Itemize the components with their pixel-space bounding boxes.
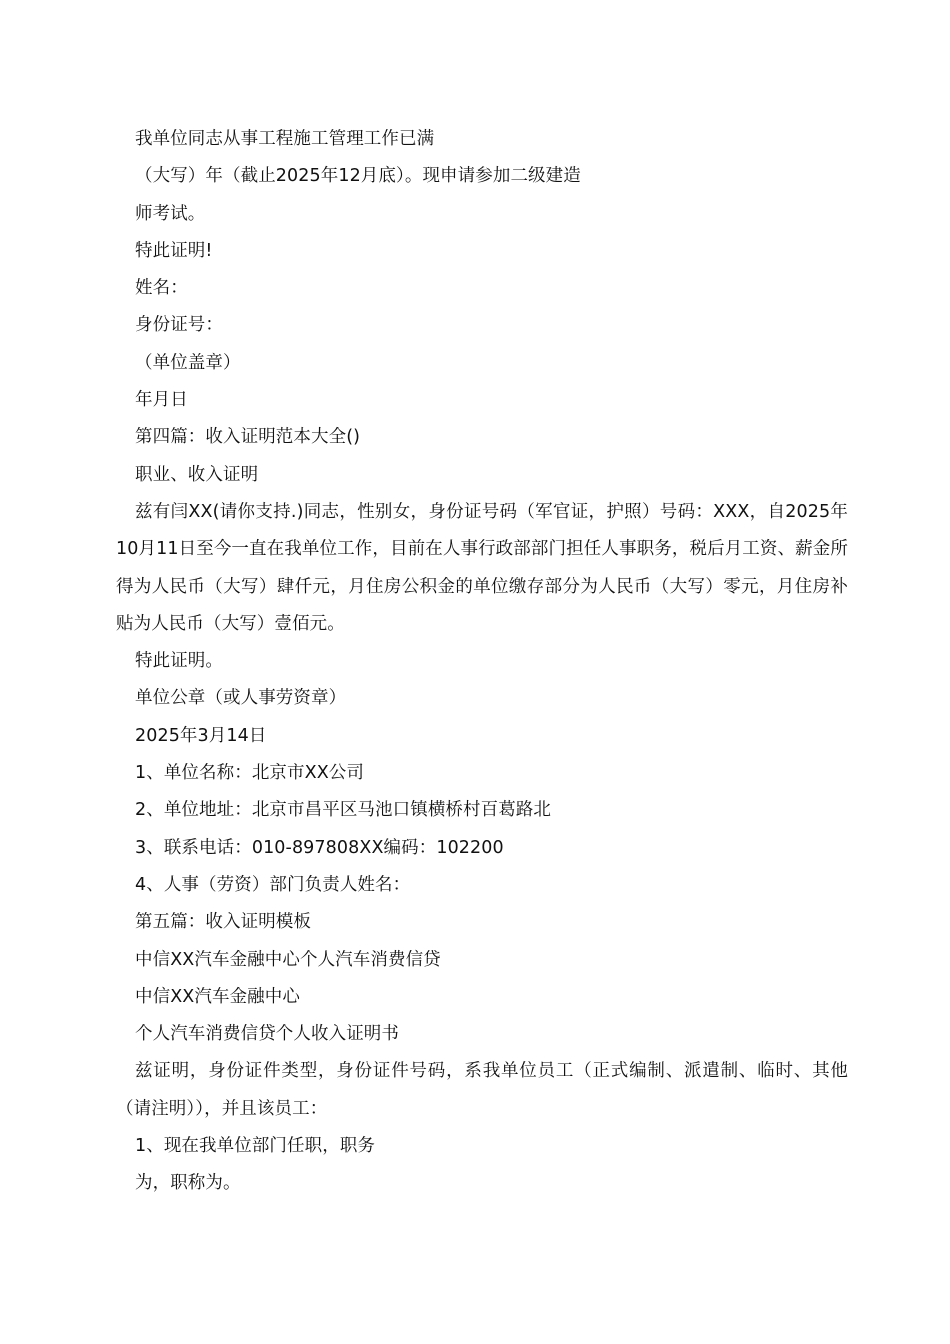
section-heading-5: 第五篇：收入证明模板 <box>135 912 311 933</box>
field-issue-date: 2025年3月14日 <box>135 725 267 746</box>
paragraph-title: 为，职称为。 <box>135 1173 241 1194</box>
paragraph-income-certificate-title: 个人汽车消费信贷个人收入证明书 <box>135 1024 399 1045</box>
field-unit-seal: （单位盖章） <box>135 352 241 373</box>
paragraph-income-statement: 兹有闫XX(请你支持.)同志，性别女，身份证号码（军官证，护照）号码：XXX，自2025年10月11日至今一直在我单位工作，目前在人事行政部部门担任人事职务，税后月工资、薪金所得为人民币（大写）肆仟元，月住房公积金的单位缴存部分为人民币（大写）零元，月住房补贴为人民币（大写）壹佰元。 <box>116 501 848 634</box>
field-name: 姓名： <box>135 278 188 299</box>
paragraph-citic-credit: 中信XX汽车金融中心个人汽车消费信贷 <box>135 949 441 970</box>
paragraph-work-years: 我单位同志从事工程施工管理工作已满 <box>135 129 435 149</box>
list-item-unit-name: 1、单位名称：北京市XX公司 <box>135 763 365 784</box>
field-official-seal: 单位公章（或人事劳资章） <box>135 688 347 709</box>
paragraph-employee-certify: 兹证明，身份证件类型，身份证件号码，系我单位员工（正式编制、派遣制、临时、其他（请注明）），并且该员工： <box>116 1061 848 1119</box>
list-item-contact-phone: 3、联系电话：010-897808XX编码：102200 <box>135 837 504 858</box>
list-item-position: 1、现在我单位部门任职，职务 <box>135 1136 376 1157</box>
field-date: 年月日 <box>135 390 188 411</box>
paragraph-certify: 特此证明! <box>135 240 213 261</box>
paragraph-citic-center: 中信XX汽车金融中心 <box>135 986 300 1007</box>
field-id-number: 身份证号： <box>135 315 223 336</box>
section-subheading-income: 职业、收入证明 <box>135 464 259 485</box>
paragraph-certify-2: 特此证明。 <box>135 651 223 672</box>
section-heading-4: 第四篇：收入证明范本大全() <box>135 427 361 448</box>
list-item-hr-head: 4、人事（劳资）部门负责人姓名： <box>135 874 411 895</box>
paragraph-exam-application: （大写）年（截止2025年12月底）。现申请参加二级建造 <box>135 166 581 187</box>
document-body <box>116 121 848 1203</box>
paragraph-exam-application-end: 师考试。 <box>135 203 206 224</box>
list-item-unit-address: 2、单位地址：北京市昌平区马池口镇横桥村百葛路北 <box>135 800 552 821</box>
